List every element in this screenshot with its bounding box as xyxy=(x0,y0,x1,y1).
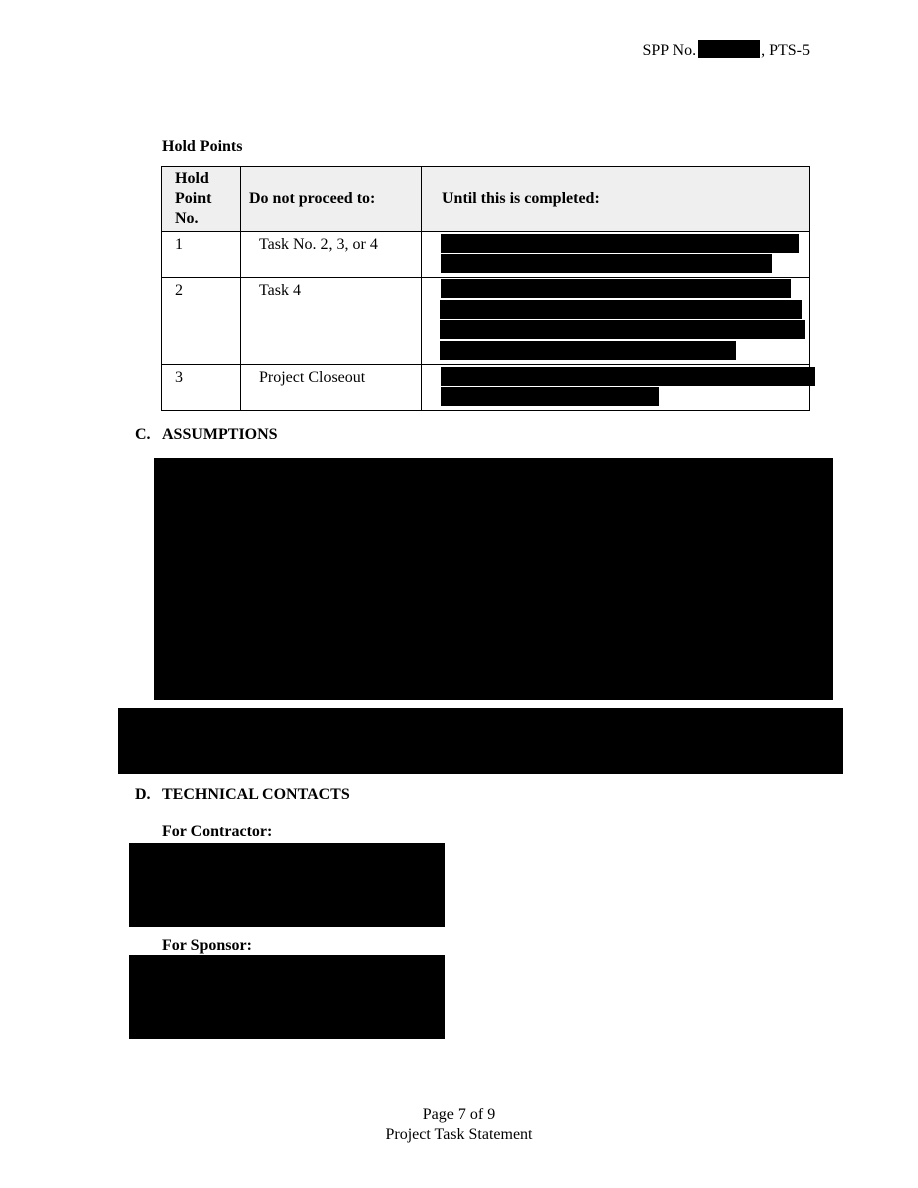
section-d-heading xyxy=(135,786,350,804)
hold-point-number: 3 xyxy=(162,365,241,411)
redaction-bar xyxy=(441,234,799,253)
redaction-assumptions-extra xyxy=(118,708,843,774)
header-hold-point-no: Hold Point No. xyxy=(162,167,241,232)
proceed-to-cell: Project Closeout xyxy=(241,365,422,411)
table-row xyxy=(162,365,810,411)
redaction-bar xyxy=(440,341,736,360)
table-row xyxy=(162,278,810,365)
section-letter: D. xyxy=(135,786,151,803)
sponsor-label: For Sponsor: xyxy=(162,937,252,954)
table-header-row xyxy=(162,167,810,232)
hold-points-table xyxy=(161,166,810,411)
section-title: TECHNICAL CONTACTS xyxy=(162,786,350,803)
redaction-bar xyxy=(441,387,659,406)
page-header xyxy=(642,40,810,60)
completion-cell-redacted xyxy=(422,232,810,278)
document-title: Project Task Statement xyxy=(385,1126,533,1143)
completion-cell-redacted xyxy=(422,278,810,365)
page-number: Page 7 of 9 xyxy=(422,1106,496,1123)
section-title: ASSUMPTIONS xyxy=(162,426,278,443)
redaction-assumptions-block xyxy=(154,458,833,700)
proceed-to-cell: Task No. 2, 3, or 4 xyxy=(241,232,422,278)
redaction-bar xyxy=(440,300,802,319)
hold-point-number: 2 xyxy=(162,278,241,365)
redaction-sponsor-contact xyxy=(129,955,445,1039)
redaction-bar xyxy=(441,279,791,298)
redaction-bar xyxy=(441,254,772,273)
redaction-bar xyxy=(441,367,815,386)
page-footer xyxy=(0,1105,918,1145)
contractor-label: For Contractor: xyxy=(162,823,273,840)
hold-points-title: Hold Points xyxy=(162,138,243,155)
redaction-bar xyxy=(440,320,805,339)
table-row xyxy=(162,232,810,278)
section-c-heading xyxy=(135,426,278,444)
hold-point-number: 1 xyxy=(162,232,241,278)
redaction-spp-number xyxy=(698,40,760,58)
header-suffix: , PTS-5 xyxy=(761,42,810,59)
proceed-to-cell: Task 4 xyxy=(241,278,422,365)
completion-cell-redacted xyxy=(422,365,810,411)
redaction-contractor-contact xyxy=(129,843,445,927)
header-prefix: SPP No. xyxy=(642,42,697,59)
header-until-completed: Until this is completed: xyxy=(422,167,810,232)
header-do-not-proceed: Do not proceed to: xyxy=(241,167,422,232)
section-letter: C. xyxy=(135,426,151,443)
